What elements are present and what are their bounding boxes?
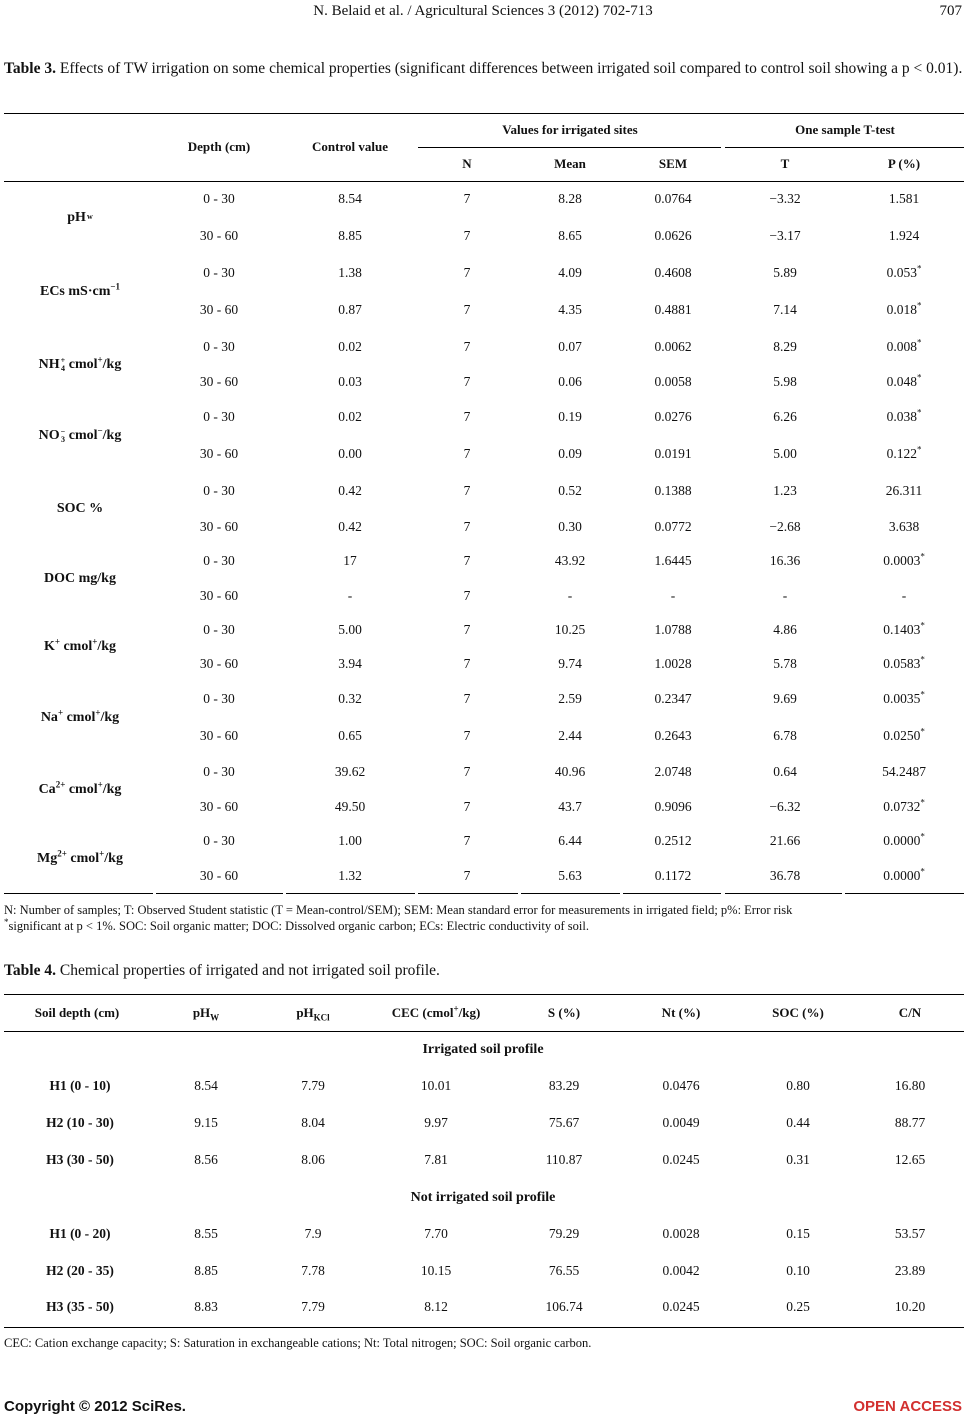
table3-note-line1: N: Number of samples; T: Observed Student statistic (T = Mean-control/SEM); SEM: Mean standard error for measurements in irrigated field; p%: Error risk: [4, 903, 793, 917]
table4-cell-phkcl: 8.04: [301, 1115, 325, 1130]
table3-label: Table 3.: [4, 60, 56, 77]
table3-cell-depth: 0 - 30: [203, 553, 235, 568]
table3-cell-control: 8.54: [338, 191, 362, 206]
table3-row-label: $Ca^{2+}$ cmol+/kg: [38, 778, 122, 797]
table3-ttest-rule: [725, 147, 964, 148]
table3-cell-t: 36.78: [769, 868, 801, 883]
table3-cell-n: 7: [463, 409, 471, 424]
table3-cell-t: −2.68: [769, 519, 801, 534]
table3-cell-sem: 0.2347: [654, 691, 692, 706]
table3-cell-sem: 0.0191: [654, 446, 692, 461]
table3-cell-p: 0.122*: [886, 444, 922, 461]
table3-cell-control: 1.32: [338, 868, 362, 883]
table4-cell-cn: 23.89: [894, 1263, 926, 1278]
table3-header-rule: [4, 181, 964, 182]
table3-cell-p: 0.1403*: [883, 620, 925, 637]
table3-cell-t: 6.26: [773, 409, 797, 424]
table3-cell-t: 4.86: [773, 622, 797, 637]
table4-cell-phkcl: 7.9: [304, 1226, 322, 1241]
table4-cell-nt: 0.0028: [662, 1226, 700, 1241]
table3-header-sem: SEM: [658, 156, 688, 171]
table3-cell-sem: -: [670, 588, 676, 603]
table3-row-label: NO − 3 cmol−/kg: [38, 424, 122, 444]
table3-cell-mean: 43.92: [554, 553, 586, 568]
table3-cell-mean: 10.25: [554, 622, 586, 637]
table3-cell-sem: 0.0058: [654, 374, 692, 389]
table4-cell-soc: 0.10: [786, 1263, 810, 1278]
table3-cell-mean: 5.63: [558, 868, 582, 883]
table4-cell-nt: 0.0245: [662, 1299, 700, 1314]
table3-cell-p: 0.038*: [886, 407, 922, 424]
table3-cell-sem: 0.0062: [654, 339, 692, 354]
table4-note: CEC: Cation exchange capacity; S: Saturation in exchangeable cations; Nt: Total nitrogen; SOC: Soil organic carbon.: [4, 1336, 592, 1350]
table3-cell-control: 39.62: [334, 764, 366, 779]
table3-note-line2: *significant at p < 1%. SOC: Soil organic matter; DOC: Dissolved organic carbon; ECs: Electric conductivity of soil.: [4, 916, 589, 933]
table4-cell-s: 76.55: [548, 1263, 580, 1278]
table3-cell-mean: 9.74: [558, 656, 582, 671]
table3-cell-n: 7: [463, 553, 471, 568]
table3-header-mean: Mean: [554, 156, 586, 171]
table4-cell-cec: 10.15: [420, 1263, 452, 1278]
table4-cell-phw: 8.85: [194, 1263, 218, 1278]
table3-row-label: ECs $mS\cdot cm^{-1}$: [39, 280, 121, 299]
table3-cell-depth: 30 - 60: [199, 446, 239, 461]
copyright-notice: Copyright © 2012 SciRes.: [4, 1398, 186, 1415]
table3-cell-mean: 2.59: [558, 691, 582, 706]
table4-cell-soc: 0.44: [786, 1115, 810, 1130]
table3-cell-depth: 30 - 60: [199, 374, 239, 389]
table3-row-label: pH w: [67, 209, 93, 225]
table4-cell-nt: 0.0245: [662, 1152, 700, 1167]
table3-cell-t: 21.66: [769, 833, 801, 848]
table4-cell-s: 83.29: [548, 1078, 580, 1093]
table3-cell-mean: 6.44: [558, 833, 582, 848]
table4-cell-cec: 9.97: [424, 1115, 448, 1130]
table4-cell-cec: 10.01: [420, 1078, 452, 1093]
table3-cell-control: 5.00: [338, 622, 362, 637]
table4-cell-depth: H1 (0 - 20): [49, 1226, 111, 1241]
table4-cell-nt: 0.0049: [662, 1115, 700, 1130]
table3-cell-mean: 0.07: [558, 339, 582, 354]
table4-header-phkcl: $pH_{KCl}$: [296, 1005, 330, 1023]
table3-cell-mean: 0.09: [558, 446, 582, 461]
table3-cell-control: 0.42: [338, 483, 362, 498]
table3-cell-control: 8.85: [338, 228, 362, 243]
table4-cell-soc: 0.80: [786, 1078, 810, 1093]
table4-label: Table 4.: [4, 962, 56, 979]
table3-cell-control: 0.65: [338, 728, 362, 743]
table3-top-rule: [4, 113, 964, 114]
table4-cell-cn: 12.65: [894, 1152, 926, 1167]
table4-cell-cec: 7.81: [424, 1152, 448, 1167]
table3-cell-depth: 30 - 60: [199, 228, 239, 243]
table4-cell-s: 110.87: [545, 1152, 583, 1167]
table3-cell-p: -: [901, 588, 907, 603]
table3-cell-n: 7: [463, 764, 471, 779]
table4-cell-phw: 9.15: [194, 1115, 218, 1130]
table4-cell-phkcl: 8.06: [301, 1152, 325, 1167]
page-number: 707: [939, 3, 962, 19]
table3-irrigated-rule: [418, 147, 721, 148]
table3-cell-mean: -: [567, 588, 573, 603]
table3-cell-p: 0.0035*: [883, 689, 925, 706]
table3-cell-t: −3.17: [769, 228, 801, 243]
table3-cell-control: 0.87: [338, 302, 362, 317]
table3-cell-control: 49.50: [334, 799, 366, 814]
table3-cell-sem: 1.0028: [654, 656, 692, 671]
table4-header-depth: Soil depth (cm): [34, 1005, 120, 1020]
table3-bottom-rule: [521, 893, 620, 894]
table3-cell-sem: 0.4881: [654, 302, 692, 317]
table3-cell-mean: 8.65: [558, 228, 582, 243]
table3-row-label: DOC mg/kg: [44, 570, 116, 586]
table3-cell-sem: 1.0788: [654, 622, 692, 637]
table4-header-rule: [4, 1031, 964, 1032]
table3-cell-mean: 4.35: [558, 302, 582, 317]
table3-cell-depth: 30 - 60: [199, 519, 239, 534]
table3-note-star: *: [4, 916, 9, 927]
table3-cell-depth: 0 - 30: [203, 483, 235, 498]
table3-cell-n: 7: [463, 799, 471, 814]
table3-cell-t: 1.23: [773, 483, 797, 498]
table4-cell-depth: H2 (20 - 35): [46, 1263, 114, 1278]
table3-cell-t: 8.29: [773, 339, 797, 354]
table3-cell-control: 0.02: [338, 339, 362, 354]
table4-cell-cn: 88.77: [894, 1115, 926, 1130]
table4-cell-cn: 53.57: [894, 1226, 926, 1241]
table4-cell-phw: 8.83: [194, 1299, 218, 1314]
table3-bottom-rule: [623, 893, 721, 894]
table4-cell-cec: 7.70: [424, 1226, 448, 1241]
table3-header-depth: Depth (cm): [187, 139, 251, 154]
table3-cell-depth: 30 - 60: [199, 868, 239, 883]
table3-cell-mean: 4.09: [558, 265, 582, 280]
table3-header-t: T: [780, 156, 790, 171]
table3-cell-n: 7: [463, 588, 471, 603]
table4-cell-phkcl: 7.78: [301, 1263, 325, 1278]
table4-caption-text: Chemical properties of irrigated and not irrigated soil profile.: [59, 962, 440, 979]
table3-cell-control: 0.03: [338, 374, 362, 389]
table3-cell-sem: 0.1388: [654, 483, 692, 498]
table3-cell-control: 3.94: [338, 656, 362, 671]
table3-cell-mean: 0.19: [558, 409, 582, 424]
table4-cell-soc: 0.31: [786, 1152, 810, 1167]
table3-cell-sem: 0.4608: [654, 265, 692, 280]
table3-cell-depth: 30 - 60: [199, 799, 239, 814]
table4-cell-s: 79.29: [548, 1226, 580, 1241]
table3-cell-depth: 0 - 30: [203, 409, 235, 424]
table3-cell-mean: 2.44: [558, 728, 582, 743]
table3-bottom-rule: [725, 893, 842, 894]
table3-cell-n: 7: [463, 483, 471, 498]
table3-cell-p: 0.0003*: [883, 551, 925, 568]
table3-row-label: Na+ cmol+/kg: [40, 706, 120, 725]
table3-cell-t: 16.36: [769, 553, 801, 568]
table4-header-cn: C/N: [898, 1005, 922, 1020]
table4-cell-cn: 10.20: [894, 1299, 926, 1314]
table3-cell-n: 7: [463, 868, 471, 883]
table3-cell-p: 1.924: [888, 228, 920, 243]
table4-header-soc: SOC (%): [772, 1005, 824, 1020]
table3-cell-p: 0.0583*: [883, 654, 925, 671]
table3-cell-mean: 8.28: [558, 191, 582, 206]
table4-cell-cn: 16.80: [894, 1078, 926, 1093]
table3-cell-t: 5.78: [773, 656, 797, 671]
table3-bottom-rule: [845, 893, 964, 894]
table4-cell-s: 75.67: [548, 1115, 580, 1130]
table3-cell-t: 5.89: [773, 265, 797, 280]
table3-cell-sem: 0.0626: [654, 228, 692, 243]
table3-row-label: $Mg^{2+}$ cmol+/kg: [37, 847, 123, 866]
table3-cell-depth: 30 - 60: [199, 588, 239, 603]
table3-cell-depth: 30 - 60: [199, 728, 239, 743]
table3-cell-n: 7: [463, 622, 471, 637]
table3-cell-p: 3.638: [888, 519, 920, 534]
table3-row-label: NH + 4 cmol+/kg: [38, 353, 122, 373]
table3-cell-p: 0.0250*: [883, 726, 925, 743]
table4-cell-nt: 0.0476: [662, 1078, 700, 1093]
table3-header-irrigated: Values for irrigated sites: [502, 122, 638, 137]
table3-cell-sem: 1.6445: [654, 553, 692, 568]
table3-cell-control: 17: [343, 553, 357, 568]
table3-cell-n: 7: [463, 265, 471, 280]
table3-cell-sem: 0.9096: [654, 799, 692, 814]
table3-cell-depth: 0 - 30: [203, 833, 235, 848]
table3-cell-depth: 0 - 30: [203, 691, 235, 706]
table4-header-nt: Nt (%): [661, 1005, 701, 1020]
table3-header-control: Control value: [312, 139, 388, 154]
table3-cell-t: −6.32: [769, 799, 801, 814]
table3-cell-n: 7: [463, 374, 471, 389]
table4-section-not-irrigated: Not irrigated soil profile: [410, 1190, 556, 1205]
table3-header-p: P (%): [887, 156, 921, 171]
open-access-badge: OPEN ACCESS: [853, 1398, 962, 1415]
table3-cell-depth: 30 - 60: [199, 656, 239, 671]
table4-header-s: S (%): [547, 1005, 581, 1020]
table3-cell-n: 7: [463, 339, 471, 354]
table3-cell-n: 7: [463, 302, 471, 317]
table3-cell-control: 0.02: [338, 409, 362, 424]
table3-cell-sem: 0.2512: [654, 833, 692, 848]
table4-cell-phw: 8.56: [194, 1152, 218, 1167]
table4-cell-s: 106.74: [545, 1299, 583, 1314]
table4-cell-soc: 0.25: [786, 1299, 810, 1314]
table4-cell-nt: 0.0042: [662, 1263, 700, 1278]
table3-cell-n: 7: [463, 446, 471, 461]
table3-cell-sem: 2.0748: [654, 764, 692, 779]
table3-cell-p: 54.2487: [882, 764, 926, 779]
table3-cell-control: 1.00: [338, 833, 362, 848]
table3-header-ttest: One sample T-test: [795, 122, 895, 137]
table3-cell-sem: 0.2643: [654, 728, 692, 743]
table3-cell-p: 0.018*: [886, 300, 922, 317]
table4-top-rule: [4, 994, 964, 995]
table3-cell-sem: 0.1172: [654, 868, 692, 883]
table3-cell-depth: 30 - 60: [199, 302, 239, 317]
table3-cell-p: 0.048*: [886, 372, 922, 389]
table3-cell-mean: 0.30: [558, 519, 582, 534]
table3-cell-p: 0.0000*: [883, 831, 925, 848]
table4-section-irrigated: Irrigated soil profile: [422, 1042, 544, 1057]
table3-bottom-rule: [286, 893, 415, 894]
table3-cell-control: 0.32: [338, 691, 362, 706]
table3-cell-t: 5.00: [773, 446, 797, 461]
table3-cell-mean: 43.7: [558, 799, 582, 814]
table4-cell-depth: H3 (35 - 50): [46, 1299, 114, 1314]
table3-cell-n: 7: [463, 656, 471, 671]
table3-caption-text: Effects of TW irrigation on some chemical properties (significant differences between irrigated soil compared to control soil showing a p < 0.01).: [59, 60, 963, 77]
table4-cell-depth: H2 (10 - 30): [46, 1115, 114, 1130]
table3-cell-sem: 0.0772: [654, 519, 692, 534]
table4-bottom-rule: [4, 1327, 964, 1328]
table3-cell-p: 1.581: [888, 191, 920, 206]
table3-cell-t: -: [782, 588, 788, 603]
running-head: N. Belaid et al. / Agricultural Sciences 3 (2012) 702-713: [313, 3, 653, 19]
table3-cell-t: 9.69: [773, 691, 797, 706]
table3-cell-n: 7: [463, 519, 471, 534]
table3-cell-t: −3.32: [769, 191, 801, 206]
table3-cell-t: 0.64: [773, 764, 797, 779]
table4-cell-phw: 8.54: [194, 1078, 218, 1093]
table3-cell-p: 0.053*: [886, 263, 922, 280]
table3-header-n: N: [462, 156, 472, 171]
table4-header-cec: CEC (cmol+/kg): [391, 1003, 481, 1020]
table3-cell-control: 1.38: [338, 265, 362, 280]
table3-cell-control: 0.42: [338, 519, 362, 534]
table3-cell-t: 5.98: [773, 374, 797, 389]
table4-cell-phkcl: 7.79: [301, 1299, 325, 1314]
table3-cell-mean: 40.96: [554, 764, 586, 779]
table3-note: [4, 902, 966, 934]
table4-cell-depth: H1 (0 - 10): [49, 1078, 111, 1093]
table3-cell-n: 7: [463, 228, 471, 243]
table4-cell-depth: H3 (30 - 50): [46, 1152, 114, 1167]
table3-cell-n: 7: [463, 728, 471, 743]
table4-caption: [4, 961, 964, 981]
table3-cell-depth: 0 - 30: [203, 265, 235, 280]
table3-cell-p: 0.0000*: [883, 866, 925, 883]
table3-cell-sem: 0.0276: [654, 409, 692, 424]
table3-cell-depth: 0 - 30: [203, 622, 235, 637]
table3-cell-control: -: [347, 588, 353, 603]
table3-cell-n: 7: [463, 191, 471, 206]
table3-cell-n: 7: [463, 691, 471, 706]
table3-cell-p: 0.0732*: [883, 797, 925, 814]
table3-cell-depth: 0 - 30: [203, 764, 235, 779]
table3-cell-mean: 0.52: [558, 483, 582, 498]
table3-cell-n: 7: [463, 833, 471, 848]
table3-bottom-rule: [418, 893, 518, 894]
table3-caption: [4, 59, 964, 79]
table3-cell-depth: 0 - 30: [203, 191, 235, 206]
table3-cell-control: 0.00: [338, 446, 362, 461]
table4-cell-soc: 0.15: [786, 1226, 810, 1241]
table3-cell-p: 0.008*: [886, 337, 922, 354]
table3-bottom-rule: [4, 893, 153, 894]
table3-row-label: SOC %: [56, 501, 104, 516]
table3-cell-t: 7.14: [773, 302, 797, 317]
table3-bottom-rule: [156, 893, 283, 894]
table4-header-phw: $pH_W$: [192, 1005, 220, 1023]
table4-cell-cec: 8.12: [424, 1299, 448, 1314]
table3-cell-mean: 0.06: [558, 374, 582, 389]
table3-cell-depth: 0 - 30: [203, 339, 235, 354]
table3-cell-p: 26.311: [885, 483, 923, 498]
table4-cell-phw: 8.55: [194, 1226, 218, 1241]
table4-cell-phkcl: 7.79: [301, 1078, 325, 1093]
table3-cell-sem: 0.0764: [654, 191, 692, 206]
table3-row-label: K+ cmol+/kg: [43, 636, 117, 654]
table3-cell-t: 6.78: [773, 728, 797, 743]
